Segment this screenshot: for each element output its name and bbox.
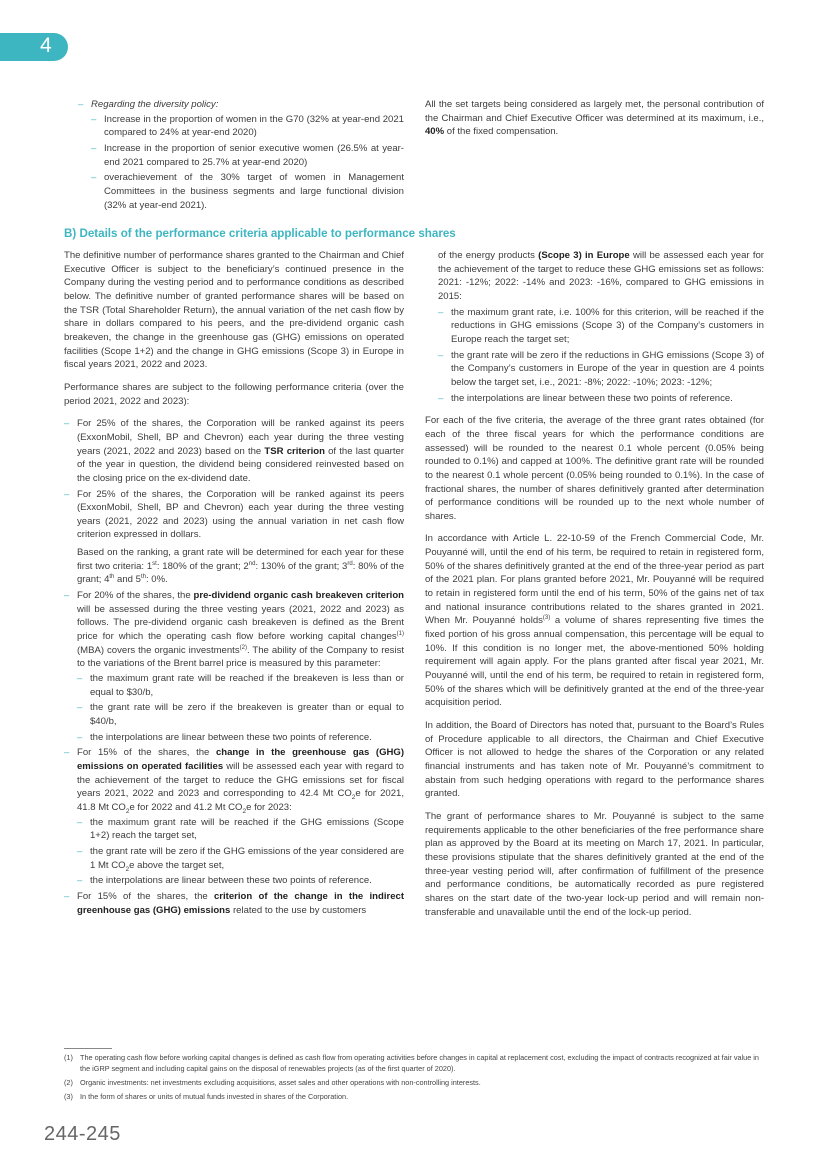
right-column bbox=[425, 249, 764, 928]
ghg-rule: – the maximum grant rate will be reached if the GHG emissions (Scope 1+2) reach the target set, bbox=[77, 816, 404, 843]
targets-paragraph: All the set targets being considered as largely met, the personal contribution of the Chairman and Chief Executive Officer was determined at its maximum, i.e., 40% of the fixed compensation. bbox=[425, 99, 764, 138]
chapter-tab bbox=[0, 33, 68, 61]
ranking-note: Based on the ranking, a grant rate will be determined for each year for these first two criteria: 1st: 180% of the grant; 2nd: 130% of the grant; 3rd: 80% of the grant; 4th and 5th: 0%. bbox=[77, 547, 405, 586]
scope3-continued: of the energy products (Scope 3) in Europe will be assessed each year for the achievement of the target to reduce these GHG emissions set as follows: 2021: -12%; 2022: -14% and 2023: -16%, compared to GHG emissions in 2015: bbox=[438, 250, 764, 302]
criterion-ghg-operated: – For 15% of the shares, the change in the greenhouse gas (GHG) emissions on operated facilities will be assessed each year with regard to the achievement of the target to reduce the GHG emissions set for fiscal years 2021, 2022 and 2023 and corresponding to 42.4 Mt $CO_2e$ for 2021, 41.8 Mt $CO_2e$ for 2022 and 41.2 Mt $CO_2e$ for 2023: – the maximum grant rate will be reached if the GHG emissions (Scope 1+2) reach the target set, – the grant rate will be zero if the GHG emissions of the year considered are 1 Mt $CO_2e$ above the target set, – the interpolations are linear between these two points of reference. bbox=[64, 746, 404, 888]
scope3-rule: – the interpolations are linear between these two points of reference. bbox=[438, 392, 764, 406]
grant-paragraph: The grant of performance shares to Mr. Pouyanné is subject to the same requirements applicable to the other beneficiaries of the free performance share plan as approved by the Board at its meeting on March 17, 2021. In particular, these provisions stipulate that the shares definitively granted at the end of the three-year vesting period will, after confirmation of fulfillment of the presence and performance conditions, be automatically recorded as pure registered shares on the start date of the two-year lock-up period and will remain non-transferable and unavailable until the end of the lock-up period. bbox=[425, 810, 764, 918]
criterion-breakeven: – For 20% of the shares, the pre-dividend organic cash breakeven criterion will be assessed during the three vesting years (2021, 2022 and 2023) as follows. The pre-dividend organic cash breakeven is defined as the Brent price for which the operating cash flow before working capital changes$^{(1)}$ (MBA) covers the organic investments$^{(2)}$. The ability of the Company to resist to the variations of the Brent barrel price is measured by this parameter: – the maximum grant rate will be reached if the breakeven is less than or equal to $30/b, – the grant rate will be zero if the breakeven is greater than or equal to $40/b, – the interpolations are linear between these two points of reference. bbox=[64, 589, 404, 744]
section-title: B) Details of the performance criteria applicable to performance shares bbox=[64, 227, 456, 240]
footnote: (2) Organic investments: net investments excluding acquisitions, asset sales and other operations with non-controlling interests. bbox=[64, 1078, 481, 1087]
diversity-item bbox=[78, 98, 404, 212]
chapter-number: 4 bbox=[40, 34, 52, 57]
breakeven-rule: – the maximum grant rate will be reached if the breakeven is less than or equal to $30/b, bbox=[77, 672, 404, 699]
scope3-rule: – the grant rate will be zero if the reductions in GHG emissions (Scope 3) of the Company’s customers in Europe of the year in question are 4 points below the target set, i.e., 2021: -8%; 2022: -10%; 2023: -12%; bbox=[438, 349, 764, 390]
left-column bbox=[64, 249, 404, 919]
footnotes bbox=[64, 1052, 764, 1105]
ghg-rule: – the interpolations are linear between these two points of reference. bbox=[77, 874, 404, 888]
diversity-sub-item: – Increase in the proportion of women in the G70 (32% at year-end 2021 compared to 24% at year-end 2020) bbox=[91, 113, 404, 140]
ghg-rule: – the grant rate will be zero if the GHG emissions of the year considered are 1 Mt $CO_2e$ above the target set, bbox=[77, 845, 404, 872]
hedging-paragraph: In addition, the Board of Directors has noted that, pursuant to the Board’s Rules of Procedure applicable to all directors, the Chairman and Chief Executive Officer is not allowed to hedge the shares of the Corporation or any related financial instruments and has taken note of Mr. Pouyanné’s commitment to abstain from such hedging operations with regard to the performance shares granted. bbox=[425, 720, 764, 800]
diversity-block bbox=[78, 98, 404, 214]
criterion-ghg-scope3: – For 15% of the shares, the criterion of the change in the indirect greenhouse gas (GHG) emissions related to the use by customers bbox=[64, 890, 404, 917]
intro-paragraph: The definitive number of performance shares granted to the Chairman and Chief Executive Officer is subject to the beneficiary’s continued presence in the Company during the vesting period and to performance conditions as described below. The definitive number of granted performance shares will be based on the TSR (Total Shareholder Return), the annual variation of the net cash flow by share in dollars compared to his peers, and the pre-dividend organic cash breakeven, the change in the greenhouse gas (GHG) emissions on operated facilities (Scope 1+2) and the change in GHG emissions (Scope 3) in Europe in fiscal years 2021, 2022 and 2023. bbox=[64, 250, 404, 371]
page-number: 244-245 bbox=[44, 1123, 121, 1145]
footnote-divider bbox=[64, 1048, 112, 1049]
criteria-intro: Performance shares are subject to the following performance criteria (over the period 2021, 2022 and 2023): bbox=[64, 381, 404, 407]
footnote: (3) In the form of shares or units of mutual funds invested in shares of the Corporation. bbox=[64, 1092, 349, 1101]
scope3-rule: – the maximum grant rate, i.e. 100% for this criterion, will be reached if the reductions in GHG emissions (Scope 3) of the Company's customers in Europe reach the target set; bbox=[438, 306, 764, 347]
breakeven-rule: – the grant rate will be zero if the breakeven is greater than or equal to $40/b, bbox=[77, 701, 404, 728]
criterion-cash-flow: – For 25% of the shares, the Corporation will be ranked against its peers (ExxonMobil, Shell, BP and Chevron) each year during the three vesting years (2021, 2022 and 2023) using the annual variation in net cash flow criterion expressed in dollars. Based on the ranking, a grant rate will be determined for each year for these first two criteria: 1st: 180% of the grant; 2nd: 130% of the grant; 3rd: 80% of the grant; 4th and 5th: 0%. bbox=[64, 488, 404, 588]
diversity-sub-item: – overachievement of the 30% target of women in Management Committees in the business segments and large functional division (32% at year-end 2021). bbox=[91, 171, 404, 212]
holding-paragraph: In accordance with Article L. 22-10-59 of the French Commercial Code, Mr. Pouyanné will, until the end of his term, be required to retain in registered form, 50% of the shares definitively granted at the end of the three-year period as part of the 2021 plan. For plans granted before 2021, Mr. Pouyanné will be required to retain in registered form until the end of his term, 50% of the gains net of tax and national insurance contributions related to the shares granted in 2021. When Mr. Pouyanné holds$^{(3)}$ a volume of shares representing five times the fixed portion of his gross annual compensation, this percentage will be equal to 10%. If this condition is no longer met, the above-mentioned 50% holding requirement will again apply. For the plans granted after fiscal year 2021, Mr. Pouyanné will, until the end of his term, be required to retain in registered form, 50% of the shares which will be definitively granted at the end of the three-year acquisition period. bbox=[425, 533, 764, 709]
diversity-heading: Regarding the diversity policy: bbox=[91, 99, 219, 110]
breakeven-rule: – the interpolations are linear between these two points of reference. bbox=[77, 731, 404, 745]
rounding-paragraph: For each of the five criteria, the average of the three grant rates obtained (for each of the three fiscal years for which the performance conditions are assessed) will be rounded to the nearest 0.1 whole percent (0.05% being rounded to 0.1%) and capped at 100%. The definitive grant rate will be rounded to the nearest 0.1 whole percent (0.05% being rounded to 0.1%). In the case of fractional shares, the number of shares definitively granted after determination of performance conditions will be rounded up to the next whole number of shares. bbox=[425, 415, 764, 522]
diversity-sub-item: – Increase in the proportion of senior executive women (26.5% at year-end 2021 compared to 25.7% at year-end 2020) bbox=[91, 142, 404, 169]
criterion-tsr: – For 25% of the shares, the Corporation will be ranked against its peers (ExxonMobil, Shell, BP and Chevron) each year during the three vesting years (2021, 2022 and 2023) based on the TSR criterion of the last quarter of the year in question, the dividend being considered reinvested based on the closing price on the ex-dividend date. bbox=[64, 417, 404, 485]
footnote: (1) The operating cash flow before working capital changes is defined as cash flow from operating activities before changes in capital at replacement cost, excluding the impact of contracts recognized at fair value in the iGRP segment and including capital gains on the disposal of renewables projects (as of the first quarter of 2020). bbox=[64, 1053, 759, 1073]
